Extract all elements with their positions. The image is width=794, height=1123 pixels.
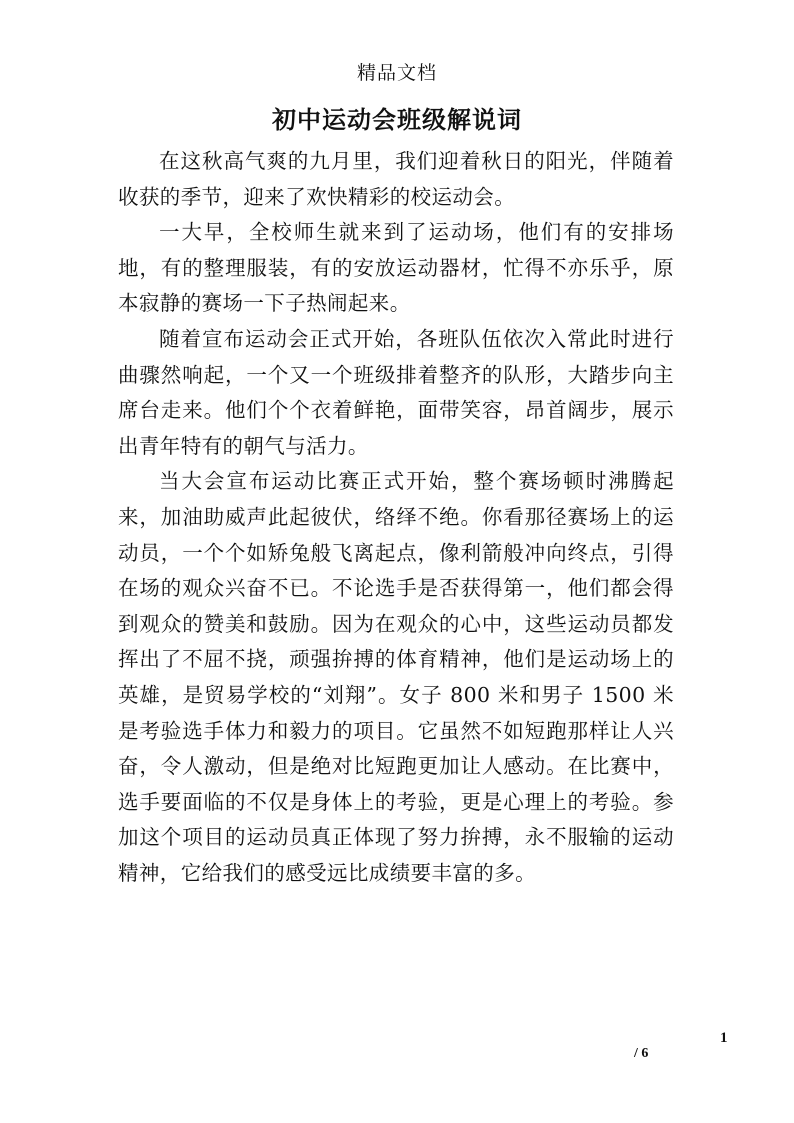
- paragraph-2: 一大早，全校师生就来到了运动场，他们有的安排场地，有的整理服装，有的安放运动器材，忙得不亦乐乎，原本寂静的赛场一下子热闹起来。: [118, 220, 674, 316]
- header-label: 精品文档: [356, 62, 437, 84]
- paragraph-4: 当大会宣布运动比赛正式开始，整个赛场顿时沸腾起来，加油助威声此起彼伏，络绎不绝。你看那径赛场上的运动员，一个个如矫兔般飞离起点，像利箭般冲向终点，引得在场的观众兴奋不已。不论选手是否获得第一，他们都会得到观众的赞美和鼓励。因为在观众的心中，这些运动员都发挥出了不屈不挠，顽强拚搏的体育精神，他们是运动场上的英雄，是贸易学校的“刘翔”。女子 800 米和男子 1500 米是考验选手体力和毅力的项目。它虽然不如短跑那样让人兴奋，令人激动，但是绝对比短跑更加让人感动。在比赛中，选手要面临的不仅是身体上的考验，更是心理上的考验。参加这个项目的运动员真正体现了努力拚搏，永不服输的运动精神，它给我们的感受远比成绩要丰富的多。: [118, 469, 674, 885]
- document-body: [118, 144, 674, 891]
- paragraph-3: 随着宣布运动会正式开始，各班队伍依次入常此时进行曲骤然响起，一个又一个班级排着整齐的队形，大踏步向主席台走来。他们个个衣着鲜艳，面带笑容，昂首阔步，展示出青年特有的朝气与活力。: [118, 326, 674, 458]
- page-number: 1: [720, 1030, 728, 1046]
- document-title: 初中运动会班级解说词: [272, 105, 522, 134]
- page-total: / 6: [634, 1046, 649, 1061]
- paragraph-1: 在这秋高气爽的九月里，我们迎着秋日的阳光，伴随着收获的季节，迎来了欢快精彩的校运动会。: [118, 149, 674, 209]
